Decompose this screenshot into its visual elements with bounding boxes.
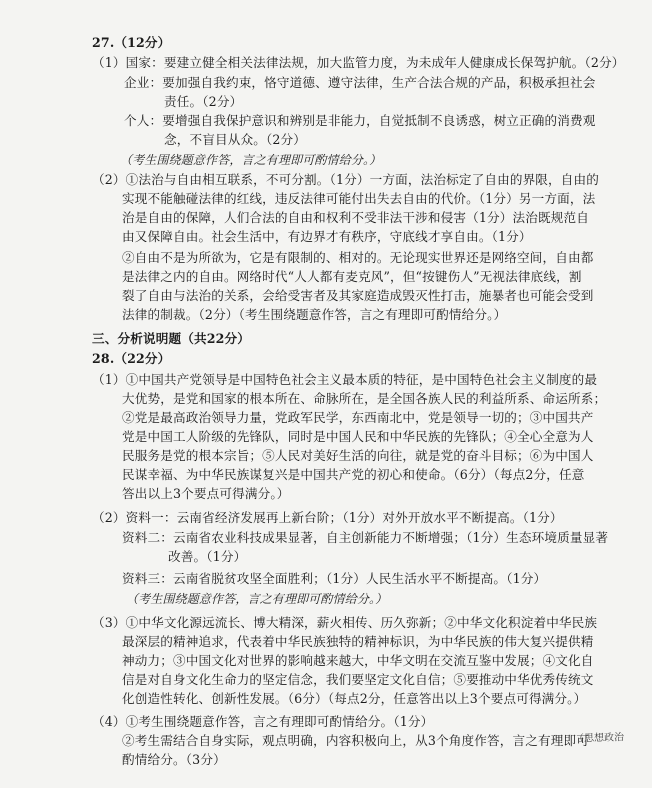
q28-2-line: （2）资料一：云南省经济发展再上新台阶；（1分）对外开放水平不断提高。（1分） [92, 510, 563, 525]
q28-4-line: ②考生需结合自身实际，观点明确，内容积极向上，从3个角度作答，言之有理即可 [122, 733, 589, 748]
q27-1-line: 念，不盲目从众。（2分） [164, 132, 307, 147]
q27-2-line: 法律的制裁。（2分）（考生围绕题意作答，言之有理即可酌情给分。） [122, 307, 507, 322]
q27-1-line: 责任。（2分） [164, 94, 243, 109]
q28-3-line: （3）①中华文化源远流长、博大精深，薪火相传、历久弥新；②中华文化积淀着中华民族 [92, 615, 598, 630]
q28-1-line: 党是中国工人阶级的先锋队，同时是中国人民和中华民族的先锋队；④全心全意为人 [122, 429, 594, 444]
q28-2-line: 资料二：云南省农业科技成果显著，自主创新能力不断增强；（1分）生态环境质量显著 [122, 530, 609, 545]
q28-1-line: （1）①中国共产党领导是中国特色社会主义最本质的特征，是中国特色社会主义制度的最 [92, 372, 598, 387]
q27-header: 27.（12分） [92, 35, 171, 50]
q28-1-line: 答出以上3个要点可得满分。） [122, 486, 290, 501]
q27-2-line: 由又保障自由。社会生活中，有边界才有秩序，守底线才享自由。（1分） [122, 229, 532, 244]
q28-3-line: 信是对自身文化生命力的坚定信念，我们要坚定文化自信；⑤要推动中华优秀传统文 [122, 672, 594, 687]
q27-1-line: 个人：要增强自我保护意识和辨别是非能力，自觉抵制不良诱惑，树立正确的消费观 [124, 113, 596, 128]
section-heading: 三、分析说明题（共22分） [92, 331, 251, 346]
q28-4-line: （4）①考生围绕题意作答，言之有理即可酌情给分。（1分） [92, 714, 434, 729]
q28-4-line: 酌情给分。（3分） [122, 752, 226, 767]
q27-2-line: ②自由不是为所欲为，它是有限制的、相对的。无论现实世界还是网络空间，自由都 [122, 250, 594, 265]
q28-1-line: ②党是最高政治领导力量，党政军民学，东西南北中，党是领导一切的；③中国共产 [122, 410, 594, 425]
scoring-note: （考生围绕题意作答，言之有理即可酌情给分。） [120, 153, 382, 167]
q27-2-line: （2）①法治与自由相互联系，不可分割。（1分）一方面，法治标定了自由的界限，自由的 [92, 172, 600, 187]
q27-2-line: 治是自由的保障，人们合法的自由和权利不受非法干涉和侵害（1分）法治既规范自 [122, 210, 589, 225]
q28-2-line: 资料三：云南省脱贫攻坚全面胜利；（1分）人民生活水平不断提高。（1分） [122, 571, 547, 586]
q28-1-line: 大优势，是党和国家的根本所在、命脉所在，是全国各族人民的利益所系、命运所系； [122, 391, 607, 406]
q27-1-line: 企业：要加强自我约束，恪守道德、遵守法律，生产合法合规的产品，积极承担社会 [124, 75, 596, 90]
q28-2-line: 改善。（1分） [168, 549, 247, 564]
q27-2-line: 是法律之内的自由。网络时代“人人都有麦克风”，但“按键伤人”无视法律底线，割 [122, 269, 582, 284]
q27-2-line: 裂了自由与法治的关系，会给受害者及其家庭造成毁灭性打击，施暴者也可能会受到 [122, 288, 594, 303]
q28-1-line: 民服务是党的根本宗旨；⑤人民对美好生活的向往，就是党的奋斗目标；⑥为中国人 [122, 448, 594, 463]
q28-header: 28.（22分） [92, 351, 171, 366]
q27-1-line: （1）国家：要建立健全相关法律法规，加大监管力度，为未成年人健康成长保驾护航。（2分） [92, 55, 625, 70]
q28-3-line: 最深层的精神追求，代表着中华民族独特的精神标识，为中华民族的伟大复兴提供精 [122, 634, 594, 649]
q28-3-line: 化创造性转化、创新性发展。（6分）（每点2分，任意答出以上3个要点可得满分。） [122, 691, 587, 706]
q28-3-line: 神动力；③中国文化对世界的影响越来越大，中华文明在交流互鉴中发展；④文化自 [122, 653, 594, 668]
q27-2-line: 实现不能触碰法律的红线，违反法律可能付出失去自由的代价。（1分）另一方面，法 [122, 191, 596, 206]
corner-page-mark: （思想政治 [573, 732, 625, 745]
scoring-note: （考生围绕题意作答，言之有理即可酌情给分。） [126, 592, 388, 606]
q28-1-line: 民谋幸福、为中华民族谋复兴是中国共产党的初心和使命。（6分）（每点2分，任意 [122, 467, 585, 482]
